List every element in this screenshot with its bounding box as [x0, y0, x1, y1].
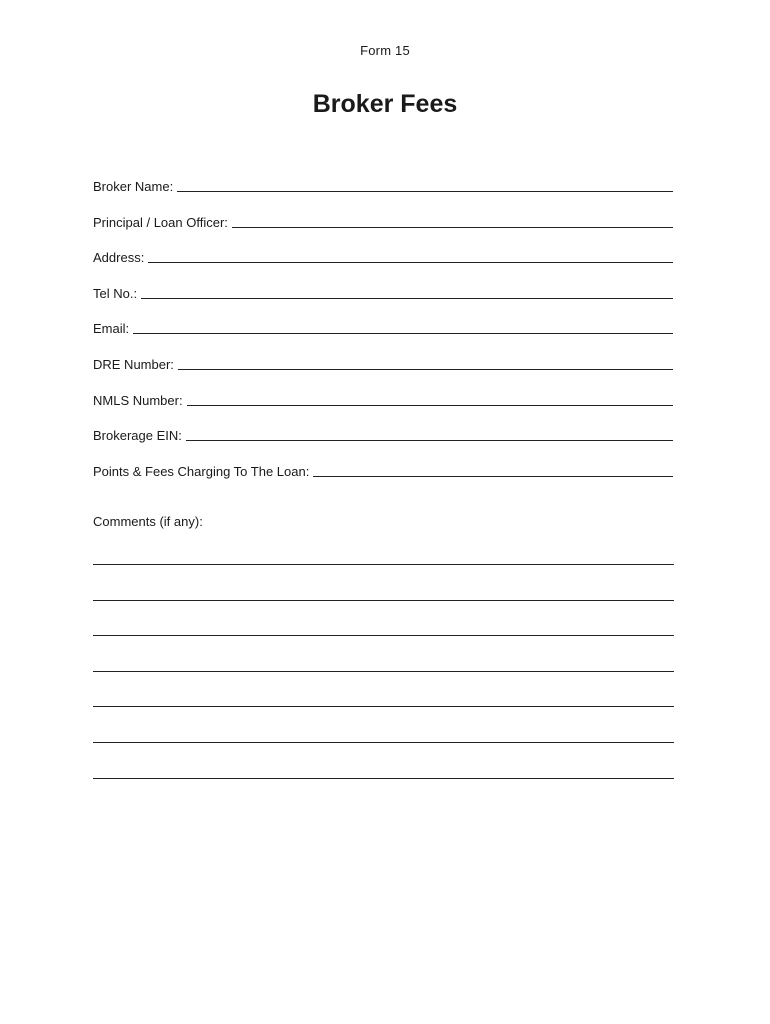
- address-field[interactable]: [148, 246, 673, 263]
- loan-officer-label: Principal / Loan Officer:: [93, 214, 228, 230]
- broker-name-field[interactable]: [177, 175, 673, 192]
- address-label: Address:: [93, 250, 145, 266]
- form-number: Form 15: [360, 43, 410, 58]
- tel-field[interactable]: [141, 282, 673, 299]
- dre-number-row: [93, 351, 673, 373]
- comment-line[interactable]: [93, 778, 674, 779]
- address-row: [93, 244, 673, 266]
- dre-number-label: DRE Number:: [93, 356, 174, 372]
- comment-line[interactable]: [93, 706, 674, 707]
- email-label: Email:: [93, 321, 130, 337]
- page-title: Broker Fees: [312, 90, 458, 118]
- broker-name-row: [93, 173, 673, 195]
- email-row: [93, 315, 673, 337]
- comments-label: Comments (if any):: [93, 514, 203, 529]
- brokerage-ein-row: [93, 422, 673, 444]
- points-fees-field[interactable]: [313, 460, 673, 477]
- points-fees-row: [93, 458, 673, 480]
- brokerage-ein-label: Brokerage EIN:: [93, 428, 182, 444]
- tel-label: Tel No.:: [93, 285, 138, 301]
- loan-officer-field[interactable]: [232, 211, 673, 228]
- dre-number-field[interactable]: [178, 353, 673, 370]
- comment-line[interactable]: [93, 600, 674, 601]
- tel-row: [93, 280, 673, 302]
- email-field[interactable]: [133, 317, 673, 334]
- nmls-number-field[interactable]: [187, 389, 673, 406]
- nmls-number-row: [93, 387, 673, 409]
- broker-name-label: Broker Name:: [93, 179, 174, 194]
- form-fields: [93, 173, 673, 493]
- loan-officer-row: [93, 209, 673, 231]
- points-fees-label: Points & Fees Charging To The Loan:: [93, 463, 310, 479]
- comment-line[interactable]: [93, 671, 674, 672]
- comment-line[interactable]: [93, 742, 674, 743]
- comment-line[interactable]: [93, 564, 674, 565]
- brokerage-ein-field[interactable]: [186, 424, 673, 441]
- nmls-number-label: NMLS Number:: [93, 392, 183, 408]
- comment-line[interactable]: [93, 635, 674, 636]
